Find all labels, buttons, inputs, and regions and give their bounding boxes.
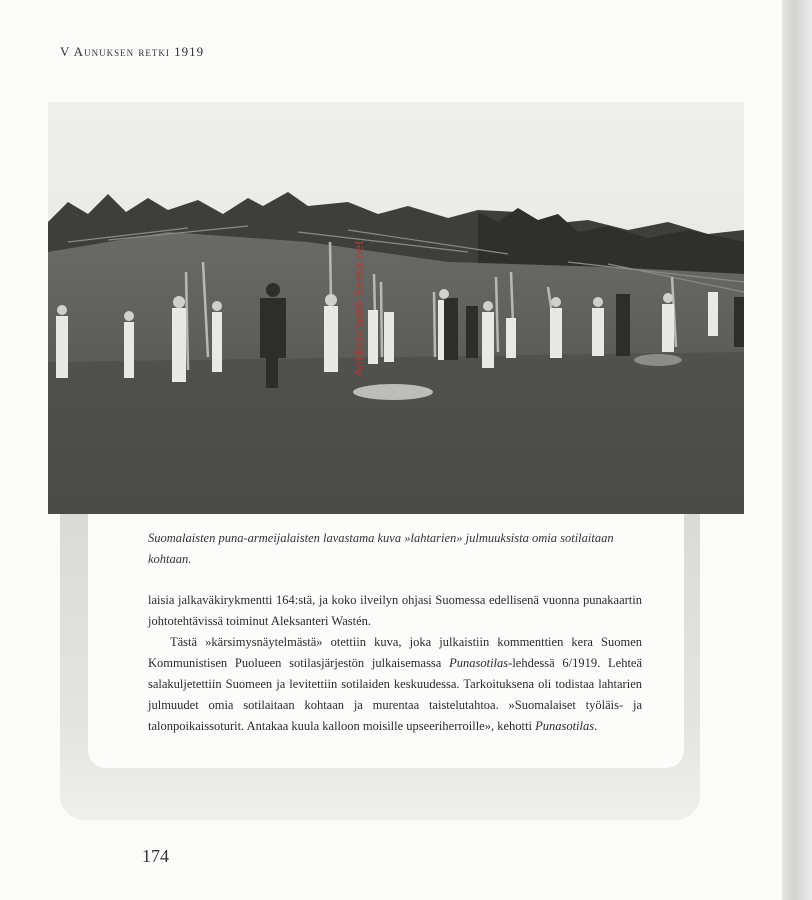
paragraph-2 <box>148 632 642 737</box>
page-edge <box>782 0 812 900</box>
paragraph-2-part-b: -lehdessä 6/1919. Lehteä salakuljetettiin Suomeen ja levitettiin sotilaiden keskuudessa. Tarkoituksena oli todistaa lahtarien julmuudet omia sotilaitaan kohtaan ja murentaa taistelutahtoa. »Suomalaiset työläis- ja talonpoikaissoturit. Antakaa kuula kalloon moisille upseeriherroille», kehotti <box>148 656 643 733</box>
historical-photo <box>48 102 744 514</box>
photo-caption: Suomalaisten puna-armeijalaisten lavastama kuva »lahtarien» julmuuksista omia sotilaitaan kohtaan. <box>148 531 614 566</box>
publication-name: Punasotilas <box>449 656 509 670</box>
paragraph-1: laisia jalkaväkirykmentti 164:stä, ja koko ilveilyn ohjasi Suomessa edellisenä vuonna punakaartin johtotehtävissä toiminut Aleksanteri Wastén. <box>148 593 642 628</box>
running-head: V Aunuksen retki 1919 <box>60 44 205 59</box>
body-text <box>148 590 642 737</box>
page-number: 174 <box>142 846 169 866</box>
watermark-text: Antikvariaatti Seeta.net <box>352 240 366 376</box>
paragraph-2-part-c: . <box>594 719 598 733</box>
photo-illustration <box>48 102 744 514</box>
paragraph-2-part-a: Tästä »kärsimysnäytelmästä» otettiin kuva, joka julkaistiin kommenttien kera Suomen Kommunistisen Puolueen sotilasjärjestön julkaisemassa <box>148 635 642 670</box>
publication-name-2: Punasotilas <box>535 719 595 733</box>
